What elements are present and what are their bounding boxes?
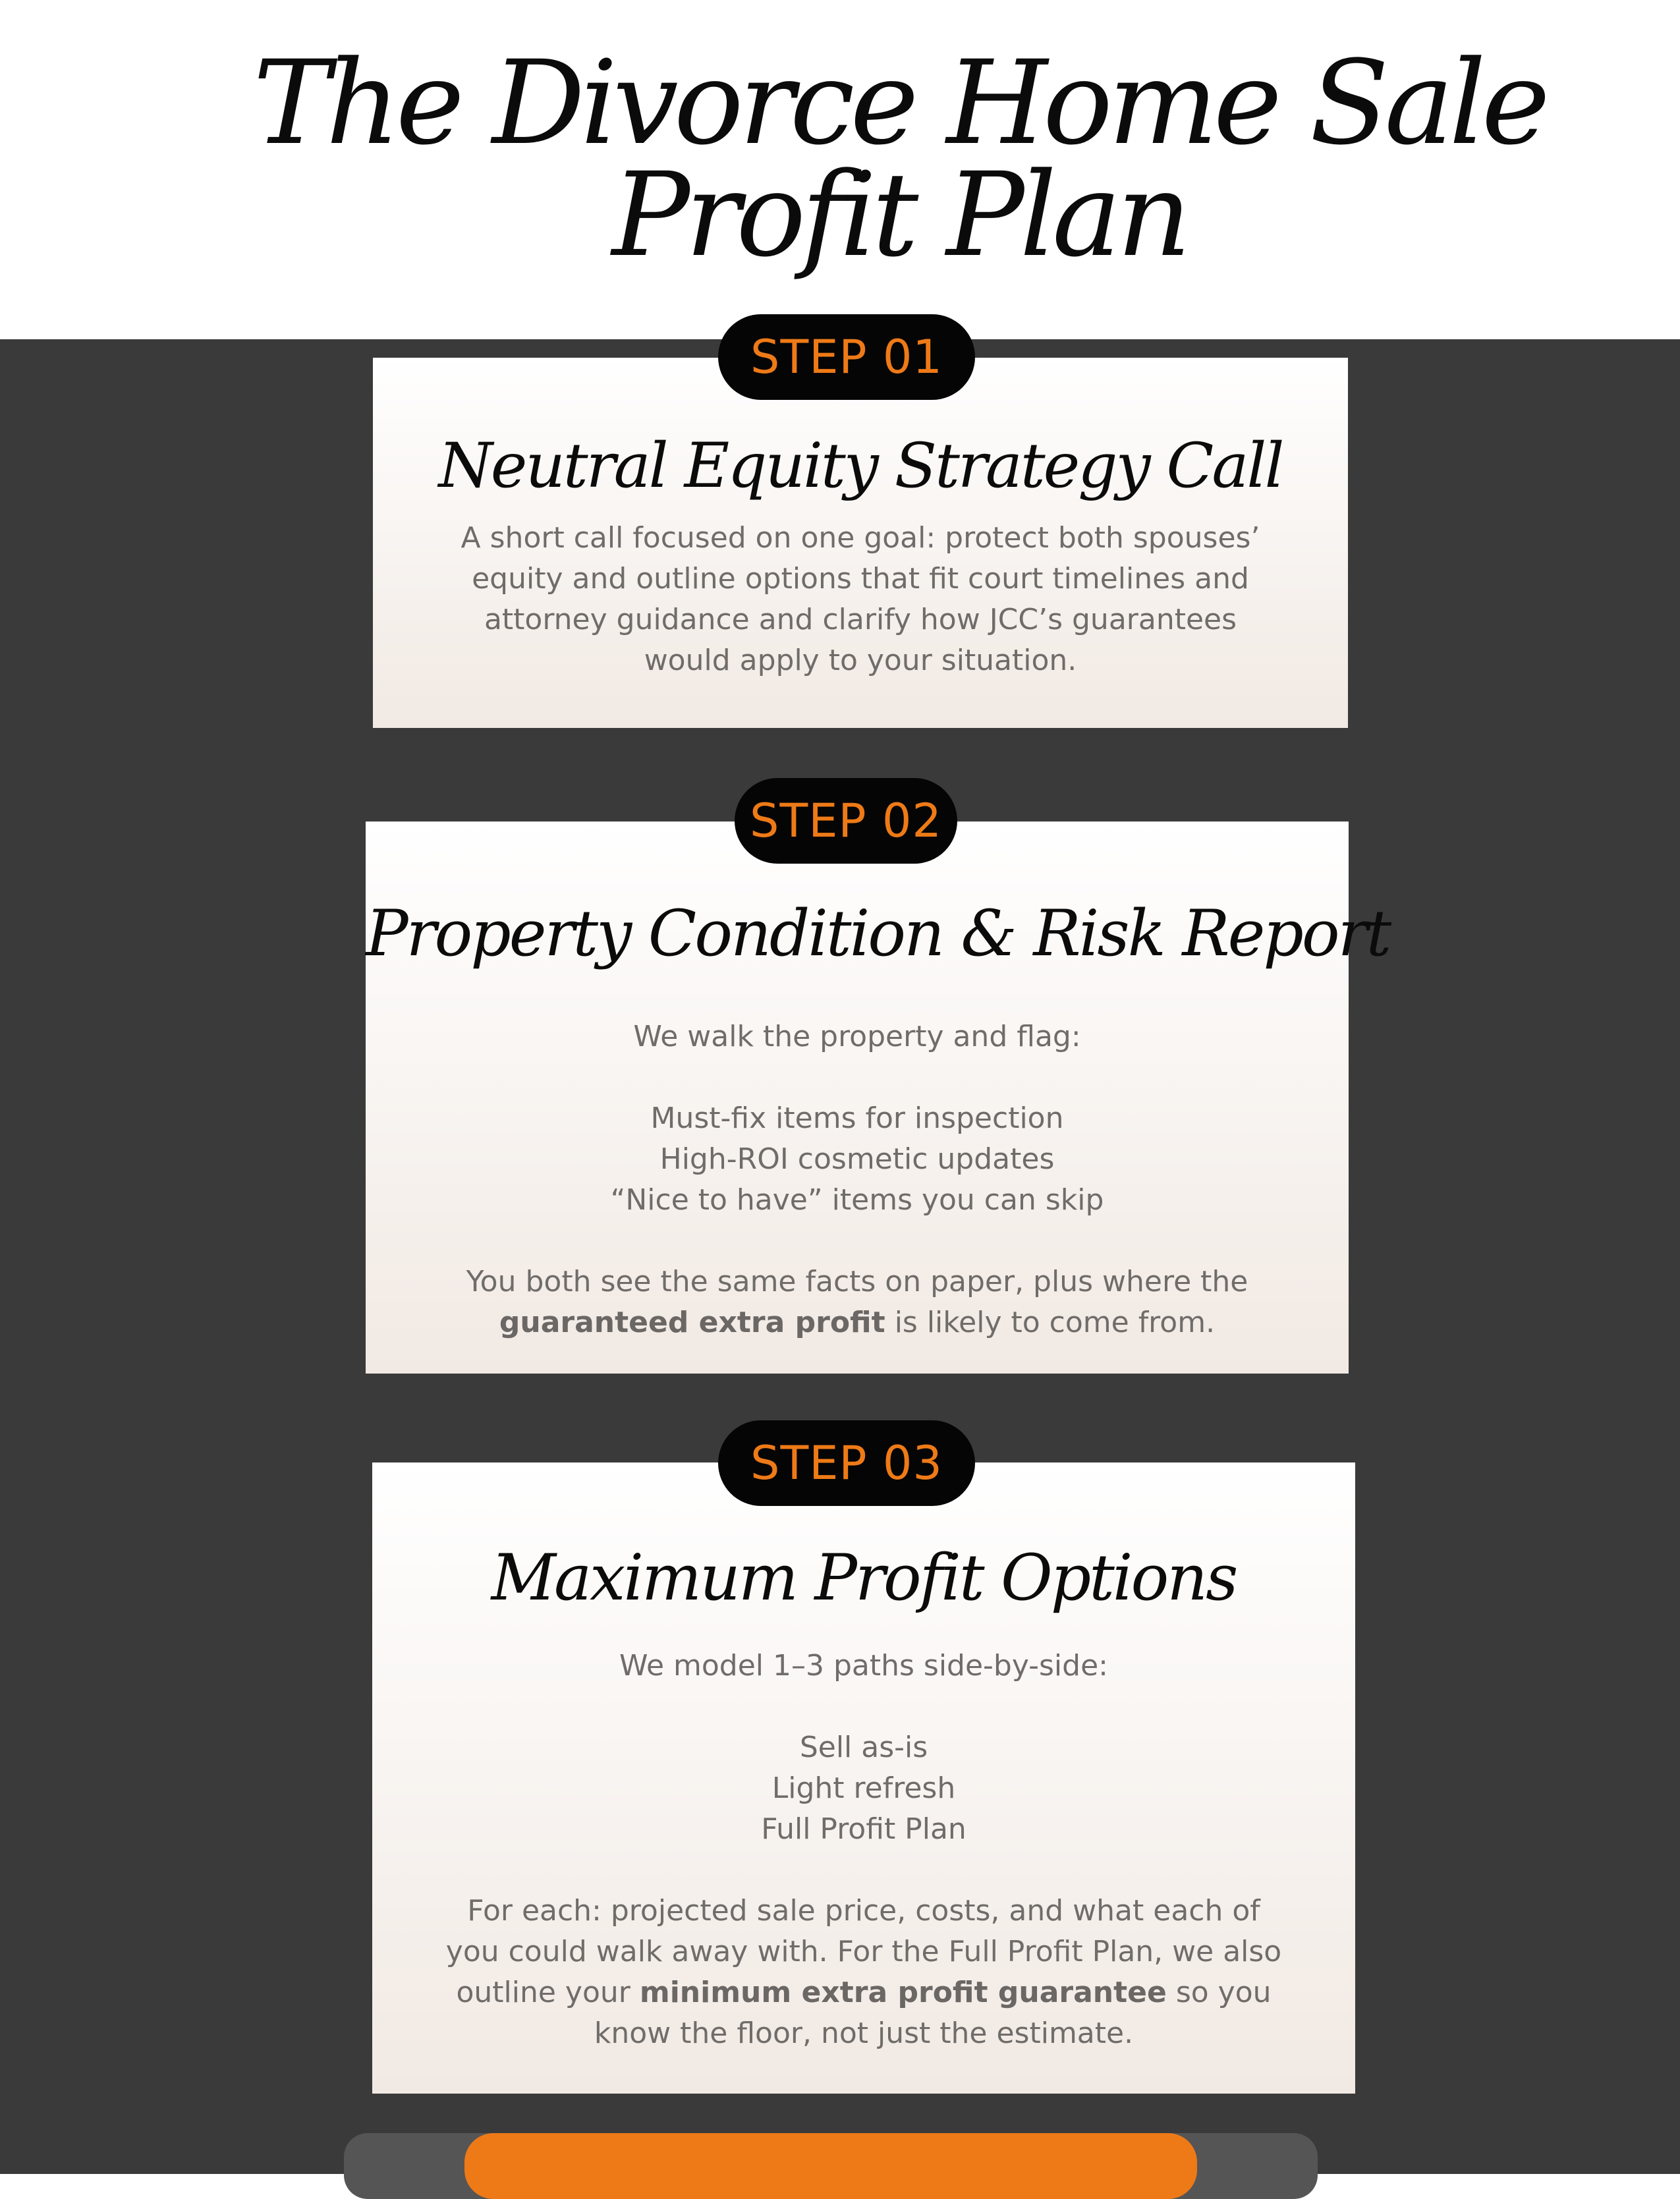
page-title-line-2: Profit Plan bbox=[611, 148, 1187, 283]
step-02-title: Property Condition & Risk Report bbox=[366, 897, 1390, 970]
step-03-list-item: Light refresh bbox=[771, 1771, 956, 1805]
step-03-body bbox=[372, 1646, 1355, 2054]
step-01-body-line: A short call focused on one goal: protect both spouses’ bbox=[461, 521, 1260, 555]
step-01-card bbox=[373, 358, 1348, 728]
step-03-title: Maximum Profit Options bbox=[491, 1541, 1237, 1615]
title-area bbox=[0, 0, 1680, 339]
step-03-closing-line bbox=[372, 1972, 1355, 2013]
step-03-closing-post: so you bbox=[1166, 1976, 1272, 2009]
step-02-list-item: Must-fix items for inspection bbox=[650, 1101, 1064, 1135]
step-02-card bbox=[366, 821, 1390, 1374]
step-02-closing-line: You both see the same facts on paper, plus where the bbox=[466, 1265, 1248, 1298]
step-01-badge: STEP 01 bbox=[718, 314, 975, 400]
step-01-body-line: equity and outline options that fit court timelines and bbox=[472, 562, 1249, 596]
step-03-closing-line: For each: projected sale price, costs, and what each of bbox=[467, 1894, 1260, 1928]
step-03-badge: STEP 03 bbox=[718, 1420, 975, 1506]
step-03-closing-pre: outline your bbox=[456, 1976, 640, 2009]
step-01-body-line: would apply to your situation. bbox=[644, 644, 1077, 677]
cta-button[interactable] bbox=[464, 2133, 1197, 2199]
step-03-list-item: Full Profit Plan bbox=[761, 1812, 966, 1846]
step-02-closing-rest: is likely to come from. bbox=[885, 1306, 1216, 1339]
step-03-closing-line: know the floor, not just the estimate. bbox=[594, 2017, 1134, 2050]
step-03-intro: We model 1–3 paths side-by-side: bbox=[619, 1649, 1108, 1683]
step-03-bold-phrase: minimum extra profit guarantee bbox=[639, 1976, 1167, 2009]
step-02-list-item: High-ROI cosmetic updates bbox=[659, 1142, 1055, 1176]
step-03-closing-line: you could walk away with. For the Full Profit Plan, we also bbox=[445, 1935, 1282, 1968]
step-02-bold-phrase: guaranteed extra profit bbox=[499, 1306, 885, 1339]
step-02-list-item: “Nice to have” items you can skip bbox=[610, 1183, 1104, 1217]
page-title-line-1: The Divorce Home Sale bbox=[253, 36, 1546, 171]
step-02-badge: STEP 02 bbox=[735, 778, 957, 864]
step-03-list-item: Sell as-is bbox=[799, 1731, 928, 1764]
page-title bbox=[198, 36, 1601, 283]
step-01-title: Neutral Equity Strategy Call bbox=[438, 430, 1283, 502]
step-03-card bbox=[372, 1462, 1355, 2094]
step-02-body bbox=[366, 1016, 1349, 1343]
step-02-closing-line bbox=[366, 1302, 1349, 1343]
step-01-body-line: attorney guidance and clarify how JCC’s guarantees bbox=[484, 603, 1237, 636]
step-01-body bbox=[373, 518, 1348, 681]
step-02-intro: We walk the property and flag: bbox=[633, 1020, 1081, 1053]
